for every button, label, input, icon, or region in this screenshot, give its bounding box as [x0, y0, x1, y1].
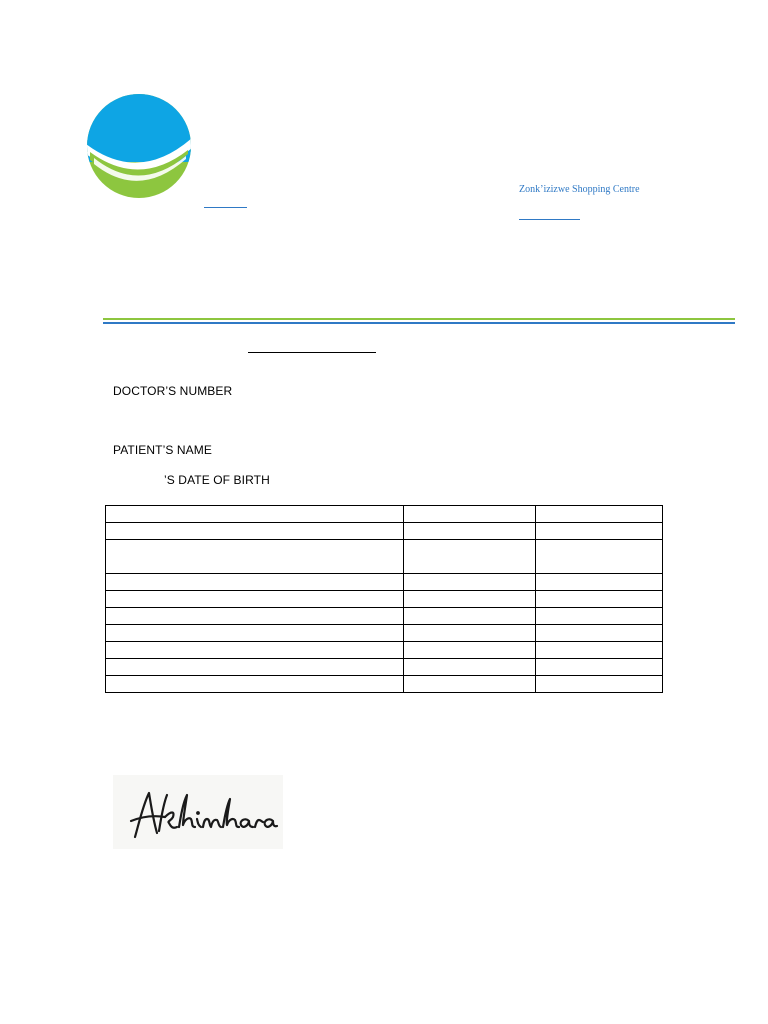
patient-name-label: PATIENT’S NAME [113, 443, 212, 457]
table-row [106, 540, 663, 574]
doctor-number-label: DOCTOR’S NUMBER [113, 384, 233, 398]
table-cell [536, 506, 663, 523]
table-cell [106, 608, 404, 625]
table-row [106, 574, 663, 591]
table-cell [106, 676, 404, 693]
table-row [106, 523, 663, 540]
signature-drawing [113, 775, 283, 849]
header-link-right-underline[interactable] [519, 219, 580, 220]
table-cell [404, 506, 536, 523]
table-cell [106, 659, 404, 676]
table-cell [404, 625, 536, 642]
table-cell [536, 625, 663, 642]
table-cell [404, 676, 536, 693]
table-cell [106, 591, 404, 608]
table-cell [536, 659, 663, 676]
divider-green [103, 318, 735, 320]
table-cell [536, 642, 663, 659]
table-cell [404, 523, 536, 540]
table-row [106, 608, 663, 625]
table-cell [536, 540, 663, 574]
table-cell [404, 540, 536, 574]
table-row [106, 506, 663, 523]
details-table [105, 505, 663, 693]
table-row [106, 676, 663, 693]
title-underline [248, 352, 376, 353]
divider-blue [103, 322, 735, 324]
header-link-left-underline[interactable] [204, 207, 247, 208]
table-cell [106, 642, 404, 659]
table-row [106, 591, 663, 608]
table-cell [106, 574, 404, 591]
table-cell [106, 625, 404, 642]
clinic-logo [86, 92, 192, 200]
table-cell [404, 608, 536, 625]
table-cell [404, 659, 536, 676]
date-of-birth-label: ’S DATE OF BIRTH [164, 473, 270, 487]
table-cell [536, 591, 663, 608]
table-cell [536, 574, 663, 591]
table-cell [404, 574, 536, 591]
table-row [106, 642, 663, 659]
table-cell [106, 540, 404, 574]
table-row [106, 625, 663, 642]
table-cell [106, 523, 404, 540]
table-row [106, 659, 663, 676]
table-cell [536, 676, 663, 693]
table-cell [106, 506, 404, 523]
table-cell [536, 523, 663, 540]
table-cell [536, 608, 663, 625]
address-line: Zonk’izizwe Shopping Centre [519, 184, 640, 195]
signature-image [113, 775, 283, 849]
table-cell [404, 591, 536, 608]
table-cell [404, 642, 536, 659]
